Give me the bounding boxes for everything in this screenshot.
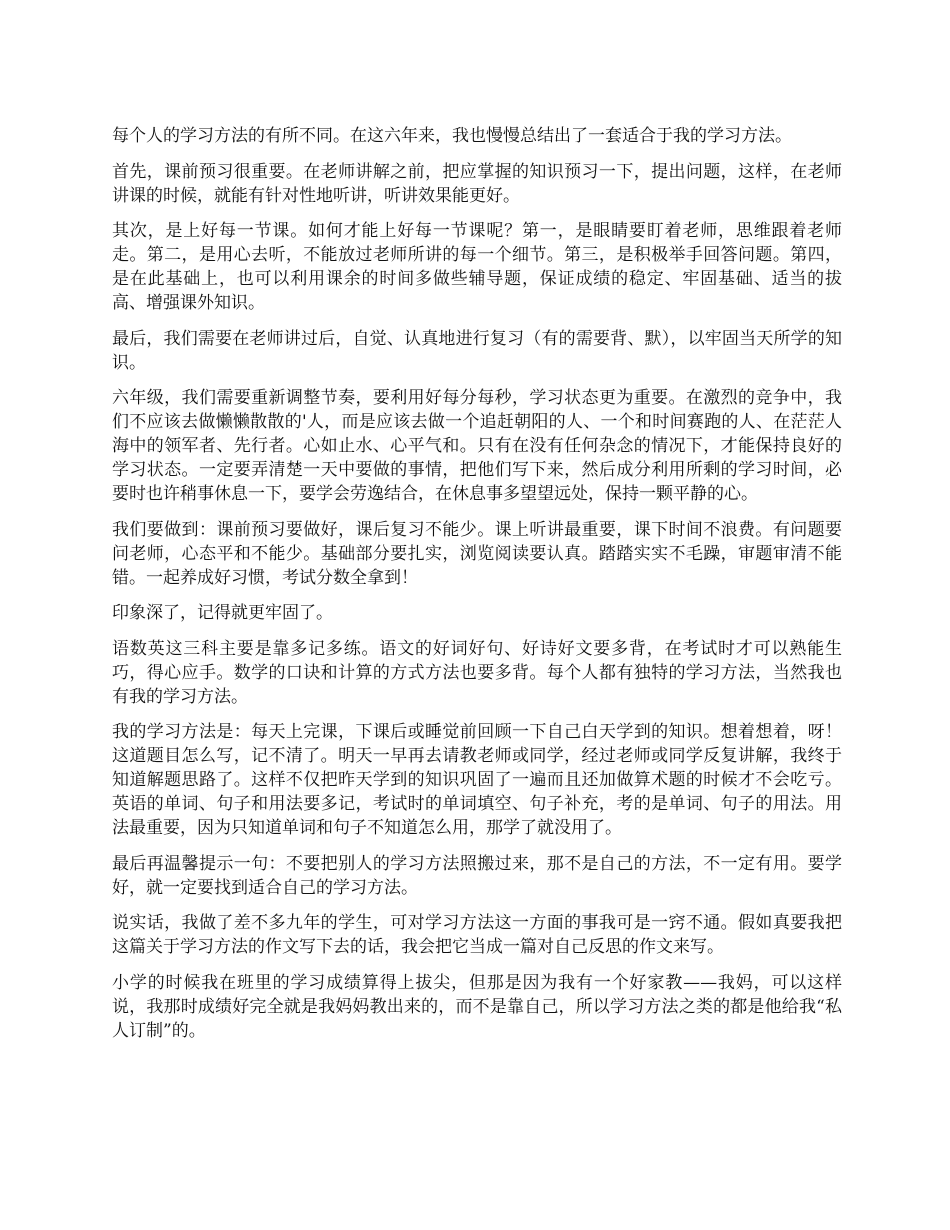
paragraph: 说实话，我做了差不多九年的学生，可对学习方法这一方面的事我可是一窍不通。假如真要我把这篇关于学习方法的作文写下去的话，我会把它当成一篇对自己反思的作文来写。: [112, 913, 842, 957]
paragraph: 印象深了，记得就更牢固了。: [112, 603, 333, 623]
paragraph: 其次，是上好每一节课。如何才能上好每一节课呢？第一，是眼睛要盯着老师，思维跟着老师走。第二，是用心去听，不能放过老师所讲的每一个细节。第三，是积极举手回答问题。第四，是在此基础上，也可以利用课余的时间多做些辅导题，保证成绩的稳定、牢固基础、适当的拔高、增强课外知识。: [112, 221, 842, 313]
document-body: [112, 124, 842, 1054]
paragraph: 我的学习方法是：每天上完课，下课后或睡觉前回顾一下自己白天学到的知识。想着想着，呀！这道题目怎么写，记不清了。明天一早再去请教老师或同学，经过老师或同学反复讲解，我终于知道解题思路了。这样不仅把昨天学到的知识巩固了一遍而且还加做算术题的时候才不会吃亏。英语的单词、句子和用法要多记，考试时的单词填空、句子补充，考的是单词、句子的用法。用法最重要，因为只知道单词和句子不知道怎么用，那学了就没用了。: [112, 722, 842, 838]
paragraph: 首先，课前预习很重要。在老师讲解之前，把应掌握的知识预习一下，提出问题，这样，在老师讲课的时候，就能有针对性地听讲，听讲效果能更好。: [112, 161, 842, 206]
paragraph: 语数英这三科主要是靠多记多练。语文的好词好句、好诗好文要多背，在考试时才可以熟能生巧，得心应手。数学的口诀和计算的方式方法也要多背。每个人都有独特的学习方法，当然我也有我的学习方法。: [112, 638, 842, 707]
paragraph: 小学的时候我在班里的学习成绩算得上拔尖，但那是因为我有一个好家教——我妈，可以这样说，我那时成绩好完全就是我妈妈教出来的，而不是靠自己，所以学习方法之类的都是他给我“私人订制”的。: [112, 972, 842, 1041]
paragraph: 我们要做到：课前预习要做好，课后复习不能少。课上听讲最重要，课下时间不浪费。有问题要问老师，心态平和不能少。基础部分要扎实，浏览阅读要认真。踏踏实实不毛躁，审题审清不能错。一起养成好习惯，考试分数全拿到！: [112, 519, 842, 588]
paragraph: 每个人的学习方法的有所不同。在这六年来，我也慢慢总结出了一套适合于我的学习方法。: [112, 126, 792, 146]
paragraph: 六年级，我们需要重新调整节奏，要利用好每分每秒，学习状态更为重要。在激烈的竞争中，我们不应该去做懒懒散散的'人，而是应该去做一个追赶朝阳的人、一个和时间赛跑的人、在茫茫人海中的领军者、先行者。心如止水、心平气和。只有在没有任何杂念的情况下，才能保持良好的学习状态。一定要弄清楚一天中要做的事情，把他们写下来，然后成分利用所剩的学习时间，必要时也许稍事休息一下，要学会劳逸结合，在休息事多望望远处，保持一颗平静的心。: [112, 388, 842, 504]
paragraph: 最后，我们需要在老师讲过后，自觉、认真地进行复习（有的需要背、默），以牢固当天所学的知识。: [112, 328, 842, 373]
paragraph: 最后再温馨提示一句：不要把别人的学习方法照搬过来，那不是自己的方法，不一定有用。要学好，就一定要找到适合自己的学习方法。: [112, 853, 842, 898]
